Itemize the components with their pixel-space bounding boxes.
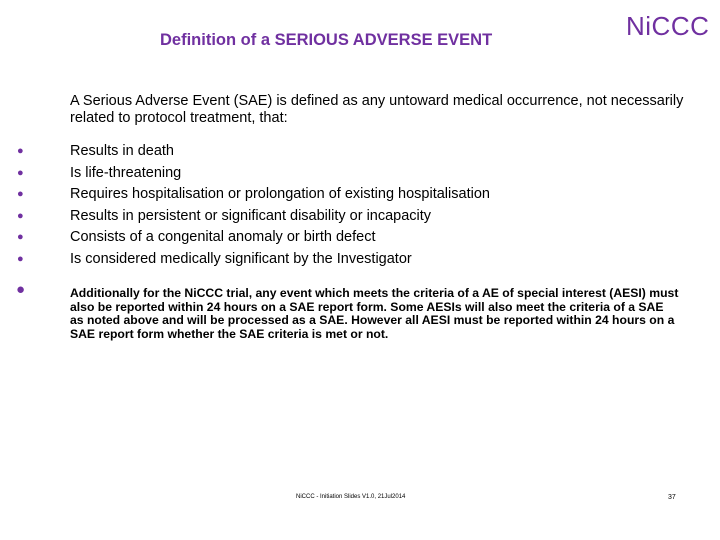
bullet-icon: ● xyxy=(17,145,24,157)
bullet-icon: ● xyxy=(17,209,24,222)
sae-definition-intro: A Serious Adverse Event (SAE) is defined as any untoward medical occurrence, not necessarily related to protocol treatment, that: xyxy=(70,93,684,126)
criteria-item xyxy=(17,206,685,228)
criteria-item xyxy=(17,184,685,206)
criteria-item-text: Results in death xyxy=(70,143,174,159)
criteria-item-text: Is life-threatening xyxy=(70,164,182,181)
criteria-item xyxy=(17,249,685,271)
slide-title: Definition of a SERIOUS ADVERSE EVENT xyxy=(160,31,493,49)
bullet-icon: ● xyxy=(16,281,26,298)
bullet-icon: ● xyxy=(17,231,24,244)
aesi-note xyxy=(16,281,680,341)
footer-text: NiCCC - Initiation Slides V1.0, 21Jul2014 xyxy=(296,494,406,500)
criteria-item-text: Is considered medically significant by the Investigator xyxy=(70,250,412,267)
bullet-icon: ● xyxy=(17,188,24,201)
sae-criteria-list xyxy=(17,141,685,271)
criteria-item-text: Results in persistent or significant disability or incapacity xyxy=(70,207,432,224)
criteria-item-text: Consists of a congenital anomaly or birth defect xyxy=(70,229,376,246)
criteria-item xyxy=(17,141,685,163)
aesi-note-text: Additionally for the NiCCC trial, any event which meets the criteria of a AE of special interest (AESI) must also be reported within 24 hours on a SAE report form. Some AESIs will also meet the criteria of a SAE as noted above and will be processed as a SAE. However all AESI must be reported within 24 hours on a SAE report form whether the SAE criteria is met or not. xyxy=(70,286,679,341)
criteria-item-text: Requires hospitalisation or prolongation of existing hospitalisation xyxy=(70,186,490,203)
criteria-item xyxy=(17,227,685,249)
criteria-item xyxy=(17,163,685,185)
bullet-icon: ● xyxy=(17,166,24,179)
page-number: 37 xyxy=(668,494,676,501)
niccc-logo: NiCCC xyxy=(626,11,710,41)
bullet-icon: ● xyxy=(17,252,24,265)
